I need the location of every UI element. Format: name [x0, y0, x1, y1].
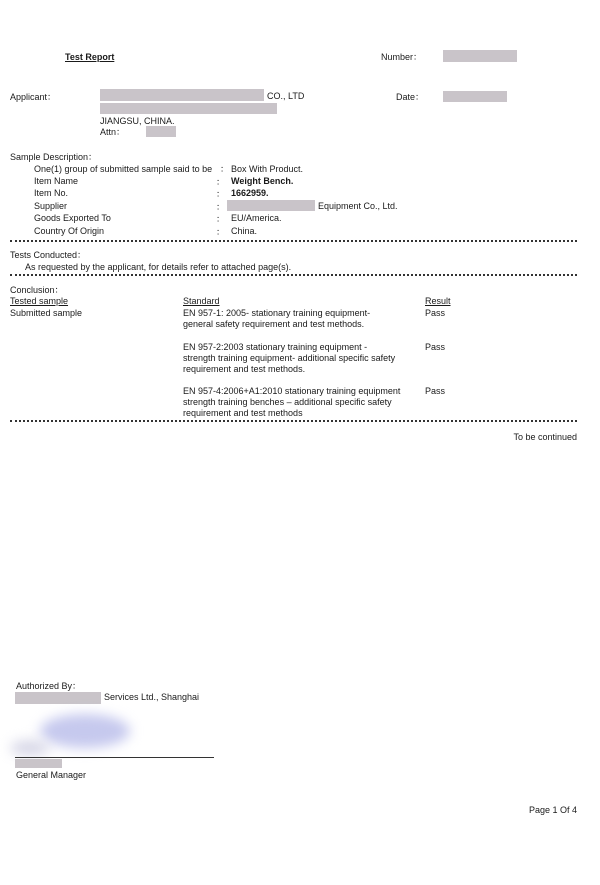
sample-row-sep: ：	[216, 189, 226, 199]
sample-row-value: Equipment Co., Ltd.	[318, 201, 398, 211]
redacted-date	[443, 91, 507, 102]
signatory-title: General Manager	[16, 770, 87, 780]
tests-conducted-heading: Tests Conducted：	[10, 250, 87, 260]
column-header-tested-sample: Tested sample	[10, 296, 69, 306]
redacted-number	[443, 50, 517, 62]
sample-row-value: EU/America.	[231, 213, 282, 223]
sample-row-sep: ：	[216, 177, 226, 187]
sample-description-heading: Sample Description：	[10, 152, 98, 162]
sample-row-label: Country Of Origin	[34, 226, 105, 236]
result-item: Pass	[425, 386, 446, 396]
standard-item: EN 957-1: 2005- stationary training equipment-general safety requirement and test methods.	[183, 308, 371, 329]
attn-label: Attn：	[100, 127, 126, 137]
signature-blur	[10, 740, 50, 756]
signature-blur	[40, 714, 130, 748]
report-title: Test Report	[65, 52, 115, 62]
redacted-authorizer-company	[15, 692, 101, 704]
signature-line	[15, 757, 214, 758]
to-be-continued: To be continued	[513, 432, 577, 442]
sample-row-label: Item Name	[34, 176, 79, 186]
standard-item: EN 957-2:2003 stationary training equipment - strength training equipment- additional specific safety requirement and test methods.	[183, 342, 396, 374]
redacted-applicant-name	[100, 89, 264, 101]
date-label: Date：	[396, 92, 425, 102]
sample-row-value: China.	[231, 226, 258, 236]
redacted-supplier	[227, 200, 315, 211]
sample-row-sep: ：	[216, 202, 226, 212]
applicant-company-suffix: CO., LTD	[267, 91, 305, 101]
conclusion-heading: Conclusion：	[10, 285, 64, 295]
separator-line	[10, 420, 577, 425]
redacted-applicant-address	[100, 103, 277, 114]
sample-row-label: Goods Exported To	[34, 213, 111, 223]
tests-conducted-text: As requested by the applicant, for details refer to attached page(s).	[25, 262, 292, 272]
sample-row-label: Item No.	[34, 188, 69, 198]
tested-sample-name: Submitted sample	[10, 308, 83, 318]
sample-row-value: Weight Bench.	[231, 176, 294, 186]
sample-row-label: One(1) group of submitted sample said to be	[34, 164, 213, 174]
separator-line	[10, 240, 577, 245]
column-header-standard: Standard	[183, 296, 220, 306]
sample-row-sep: ：	[220, 164, 230, 174]
standard-item: EN 957-4:2006+A1:2010 stationary training equipment strength training benches – additional specific safety requirement and test methods	[183, 386, 401, 418]
authorized-by-label: Authorized By：	[16, 681, 82, 691]
column-header-result: Result	[425, 296, 451, 306]
sample-row-value: Box With Product.	[231, 164, 304, 174]
result-item: Pass	[425, 308, 446, 318]
applicant-location: JIANGSU, CHINA.	[100, 116, 175, 126]
sample-row-value: 1662959.	[231, 188, 269, 198]
separator-line	[10, 274, 577, 279]
sample-row-label: Supplier	[34, 201, 68, 211]
number-label: Number：	[381, 52, 423, 62]
sample-row-sep: ：	[216, 227, 226, 237]
authorizer-company-suffix: Services Ltd., Shanghai	[104, 692, 200, 702]
redacted-attn	[146, 126, 176, 137]
redacted-signatory	[15, 759, 62, 768]
sample-row-sep: ：	[216, 214, 226, 224]
result-item: Pass	[425, 342, 446, 352]
applicant-label: Applicant：	[10, 92, 57, 102]
page-number: Page 1 Of 4	[528, 805, 577, 815]
